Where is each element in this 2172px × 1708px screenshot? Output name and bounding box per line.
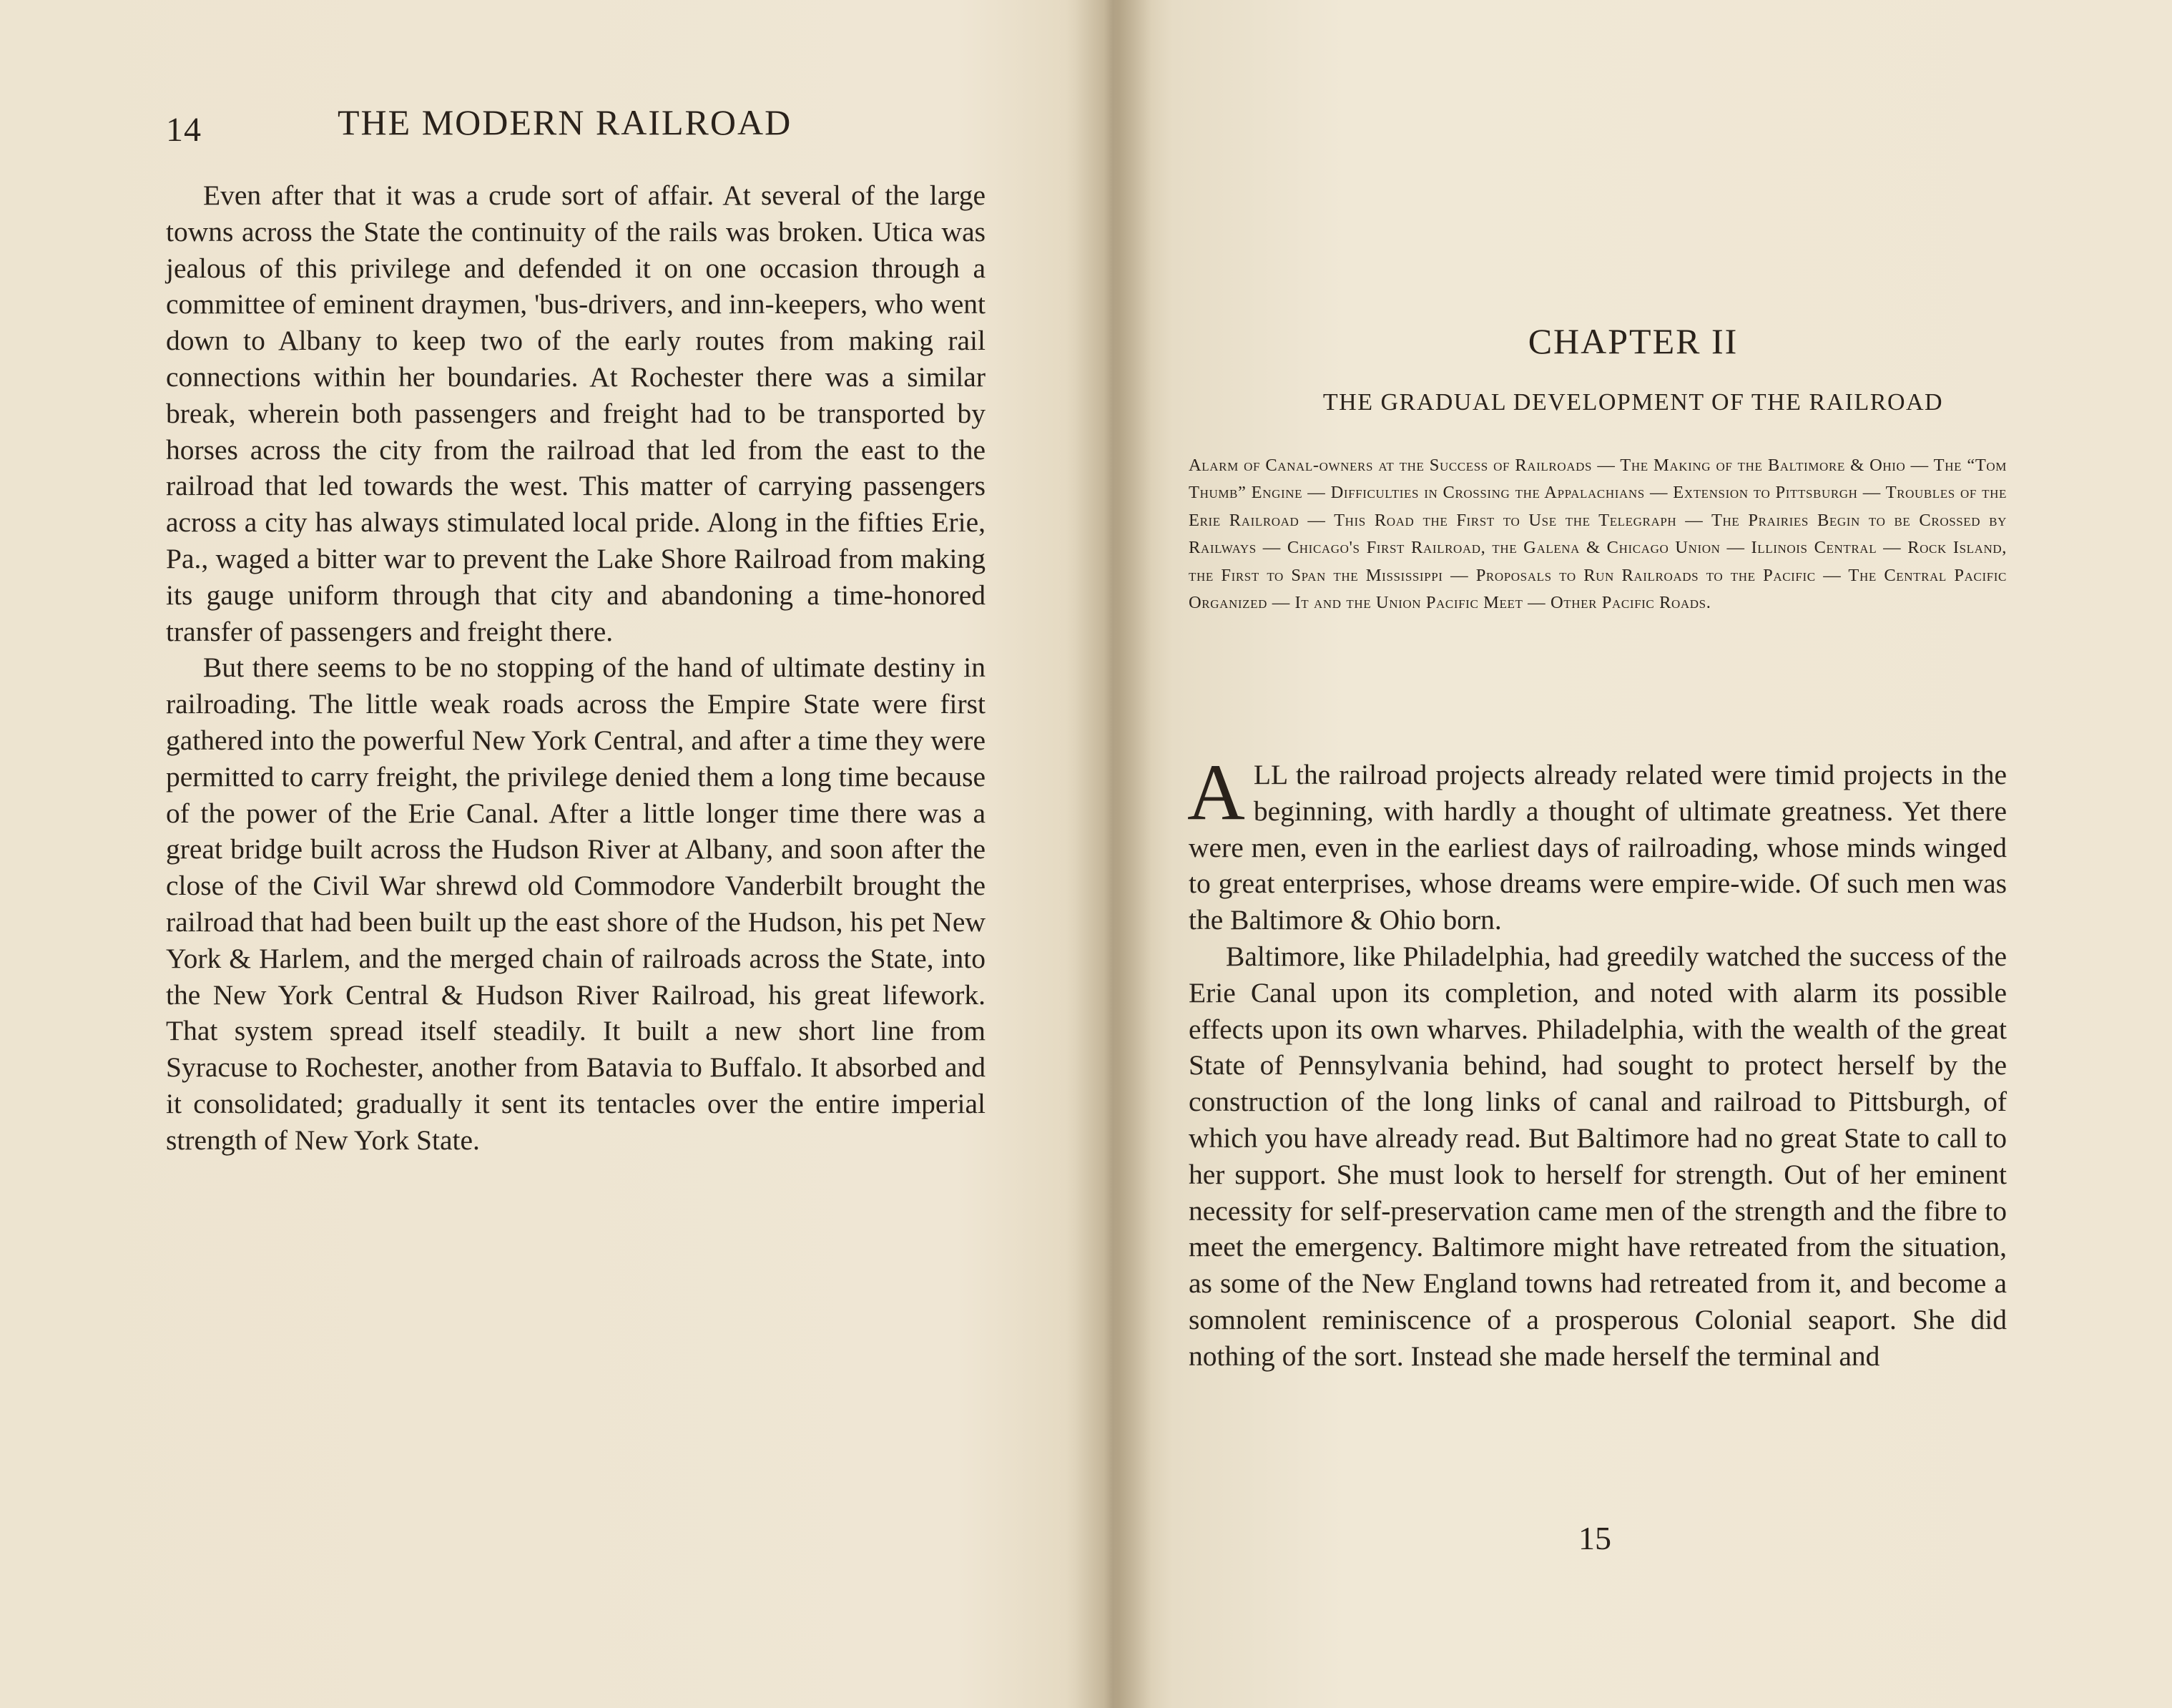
chapter-summary: Alarm of Canal-owners at the Success of Railroads — The Making of the Baltimore & Ohio — The “Tom Thumb” Engine — Difficulties in Crossing the Appalachians — Extension to Pittsburgh — Troubles of the Erie Railroad — This Road the First to Use the Telegraph — The Prairies Begin to be Crossed by Railways — Chicago's First Railroad, the Galena & Chicago Union — Illinois Central — Rock Island, the First to Span the Mississippi — Proposals to Run Railroads to the Pacific — The Central Pacific Organized — It and the Union Pacific Meet — Other Pacific Roads. [1189, 456, 2007, 613]
running-head-title: THE MODERN RAILROAD [338, 102, 792, 142]
opening-paragraph-text: LL the railroad projects already related were timid projects in the beginning, with hardly a thought of ultimate greatness. Yet there were men, even in the earliest days of railroading, whose minds winged to great enterprises, whose dreams were empire-wide. Of such men was the Baltimore & Ohio born. [1189, 759, 2007, 936]
paragraph: Even after that it was a crude sort of affair. At several of the large towns across the State the continuity of the rails was broken. Utica was jealous of this privilege and defended it on one occasion through a committee of eminent draymen, 'bus-drivers, and inn-keepers, who went down to Albany to keep two of the early routes from making rail connections within her boundaries. At Rochester there was a similar break, wherein both passengers and freight had to be transported by horses across the city from the railroad that led from the east to the railroad that led towards the west. This matter of carrying passengers across a city has always stimulated local pride. Along in the fifties Erie, Pa., waged a bitter war to prevent the Lake Shore Railroad from making its gauge uniform through that city and abandoning a time-honored transfer of passengers and freight there. [166, 180, 986, 647]
paragraph: But there seems to be no stopping of the hand of ultimate destiny in railroading. The little weak roads across the Empire State were first gathered into the powerful New York Central, and after a time they were permitted to carry freight, the privilege denied them a long time because of the power of the Erie Canal. After a little longer time there was a great bridge built across the Hudson River at Albany, and soon after the close of the Civil War shrewd old Commodore Vanderbilt brought the railroad that had been built up the east shore of the Hudson, his pet New York & Harlem, and the merged chain of railroads across the State, into the New York Central & Hudson River Railroad, his great lifework. That system spread itself steadily. It built a new short line from Syracuse to Rochester, another from Batavia to Buffalo. It absorbed and it consolidated; gradually it sent its tentacles over the entire imperial strength of New York State. [166, 652, 986, 1156]
drop-cap: A [1187, 748, 1245, 837]
left-page [0, 0, 1073, 1708]
chapter-subtitle: THE GRADUAL DEVELOPMENT OF THE RAILROAD [1322, 389, 1944, 416]
chapter-title: CHAPTER II [1528, 321, 1739, 361]
left-body-text [166, 177, 986, 1159]
right-page-number: 15 [1578, 1520, 1611, 1556]
running-head [166, 99, 988, 156]
opening-paragraph [1187, 748, 2007, 938]
right-page [1094, 0, 2172, 1708]
right-body-text [1187, 748, 2007, 1375]
paragraph: Baltimore, like Philadelphia, had greedily watched the success of the Erie Canal upon its completion, and noted with alarm its possible effects upon its own wharves. Philadelphia, with the wealth of the great State of Pennsylvania behind, had sought to protect herself by the construction of the long links of canal and railroad to Pittsburgh, of which you have already read. But Baltimore had no great State to call to her support. She must look to herself for strength. Out of her eminent necessity for self-preservation came men of the strength and the fibre to meet the emergency. Baltimore might have retreated from the situation, as some of the New England towns had retreated from it, and become a somnolent reminiscence of a prosperous Colonial seaport. She did nothing of the sort. Instead she made herself the terminal and [1189, 940, 2007, 1372]
left-page-number: 14 [166, 111, 202, 149]
